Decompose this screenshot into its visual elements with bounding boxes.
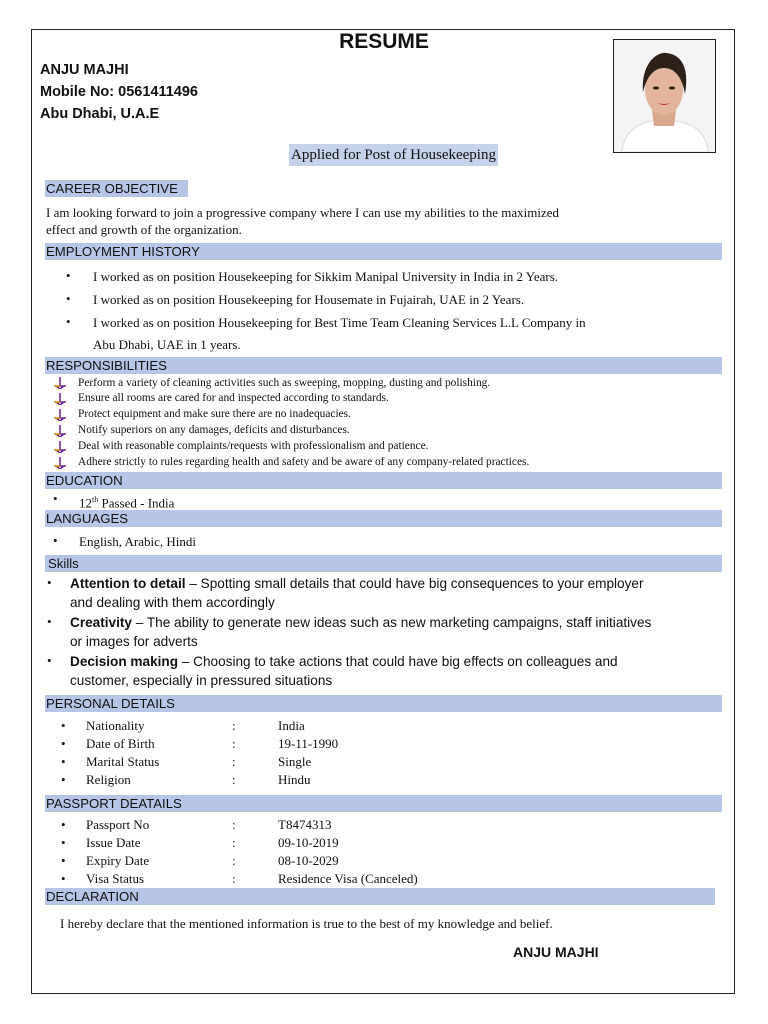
personal-details-heading: PERSONAL DETAILS — [46, 696, 175, 711]
responsibility-item: Deal with reasonable complaints/requests with professionalism and patience. — [78, 440, 429, 452]
detail-separator: : — [232, 718, 236, 733]
mobile-number: Mobile No: 0561411496 — [40, 84, 198, 100]
bullet-dot: • — [47, 575, 52, 590]
location: Abu Dhabi, U.A.E — [40, 106, 160, 122]
profile-photo — [613, 39, 716, 153]
responsibility-item: Adhere strictly to rules regarding health and safety and be aware of any company-related practices. — [78, 456, 530, 468]
arrow-bullet-icon — [53, 456, 67, 468]
career-objective-line: I am looking forward to join a progressive company where I can use my abilities to the maximized — [46, 205, 559, 220]
detail-label: Expiry Date — [86, 853, 150, 868]
languages-bar — [45, 510, 722, 527]
career-objective-line: effect and growth of the organization. — [46, 222, 242, 237]
responsibility-item: Notify superiors on any damages, deficits and disturbances. — [78, 424, 350, 436]
skills-bar — [45, 555, 722, 572]
arrow-bullet-icon — [53, 408, 67, 420]
detail-value: 19-11-1990 — [278, 736, 339, 751]
detail-label: Issue Date — [86, 835, 141, 850]
signature-name: ANJU MAJHI — [513, 944, 599, 960]
candidate-name: ANJU MAJHI — [40, 62, 129, 78]
employment-item: I worked as on position Housekeeping for Housemate in Fujairah, UAE in 2 Years. — [93, 292, 525, 307]
declaration-text: I hereby declare that the mentioned information is true to the best of my knowledge and belief. — [60, 916, 553, 931]
detail-value: 08-10-2029 — [278, 853, 339, 868]
responsibility-item: Perform a variety of cleaning activities such as sweeping, mopping, dusting and polishing. — [78, 377, 491, 389]
bullet-dot: • — [61, 754, 66, 769]
arrow-bullet-icon — [53, 424, 67, 436]
resume-title: RESUME — [339, 30, 429, 53]
employment-history-heading: EMPLOYMENT HISTORY — [46, 244, 200, 259]
detail-value: Residence Visa (Canceled) — [278, 871, 418, 886]
bullet-dot: • — [61, 736, 66, 751]
detail-separator: : — [232, 772, 236, 787]
detail-separator: : — [232, 736, 236, 751]
bullet-dot: • — [47, 614, 52, 629]
declaration-bar — [45, 888, 715, 905]
detail-separator: : — [232, 835, 236, 850]
detail-value: India — [278, 718, 305, 733]
detail-label: Visa Status — [86, 871, 145, 886]
declaration-heading: DECLARATION — [46, 889, 139, 904]
bullet-dot: • — [61, 718, 66, 733]
detail-label: Nationality — [86, 718, 145, 733]
responsibilities-heading: RESPONSIBILITIES — [46, 358, 167, 373]
detail-value: T8474313 — [278, 817, 332, 832]
detail-separator: : — [232, 871, 236, 886]
education-heading: EDUCATION — [46, 473, 123, 488]
detail-label: Date of Birth — [86, 736, 155, 751]
bullet-dot: • — [66, 268, 71, 283]
skill-item-continued: or images for adverts — [70, 634, 198, 649]
bullet-dot: • — [53, 533, 58, 548]
bullet-dot: • — [61, 835, 66, 850]
bullet-dot: • — [61, 817, 66, 832]
bullet-dot: • — [47, 653, 52, 668]
employment-item: I worked as on position Housekeeping for Sikkim Manipal University in India in 2 Years. — [93, 269, 559, 284]
detail-separator: : — [232, 754, 236, 769]
detail-separator: : — [232, 853, 236, 868]
arrow-bullet-icon — [53, 440, 67, 452]
detail-value: Hindu — [278, 772, 311, 787]
employment-item: Abu Dhabi, UAE in 1 years. — [93, 337, 241, 352]
arrow-bullet-icon — [53, 376, 67, 388]
skill-item-continued: and dealing with them accordingly — [70, 595, 275, 610]
applied-post: Applied for Post of Housekeeping — [289, 144, 498, 166]
skill-item: Decision making – Choosing to take actions that could have big effects on colleagues and — [70, 654, 618, 669]
arrow-bullet-icon — [53, 392, 67, 404]
career-objective-heading: CAREER OBJECTIVE — [46, 181, 178, 196]
education-item: 12th Passed - India — [79, 495, 175, 511]
detail-value: 09-10-2019 — [278, 835, 339, 850]
detail-label: Marital Status — [86, 754, 160, 769]
passport-details-heading: PASSPORT DEATAILS — [46, 796, 182, 811]
detail-value: Single — [278, 754, 312, 769]
skill-item-continued: customer, especially in pressured situations — [70, 673, 333, 688]
employment-item: I worked as on position Housekeeping for Best Time Team Cleaning Services L.L Company in — [93, 315, 586, 330]
education-bar — [45, 472, 722, 489]
bullet-dot: • — [61, 871, 66, 886]
detail-separator: : — [232, 817, 236, 832]
bullet-dot: • — [66, 314, 71, 329]
bullet-dot: • — [61, 772, 66, 787]
bullet-dot: • — [66, 291, 71, 306]
skills-heading: Skills — [48, 556, 79, 571]
detail-label: Religion — [86, 772, 131, 787]
detail-label: Passport No — [86, 817, 150, 832]
skill-item: Attention to detail – Spotting small details that could have big consequences to your employer — [70, 576, 644, 591]
skill-item: Creativity – The ability to generate new ideas such as new marketing campaigns, staff initiatives — [70, 615, 652, 630]
responsibility-item: Protect equipment and make sure there are no inadequacies. — [78, 408, 351, 420]
languages-heading: LANGUAGES — [46, 511, 129, 526]
responsibility-item: Ensure all rooms are cared for and inspected according to standards. — [78, 392, 389, 404]
bullet-dot: • — [53, 491, 58, 506]
bullet-dot: • — [61, 853, 66, 868]
languages-item: English, Arabic, Hindi — [79, 534, 196, 549]
